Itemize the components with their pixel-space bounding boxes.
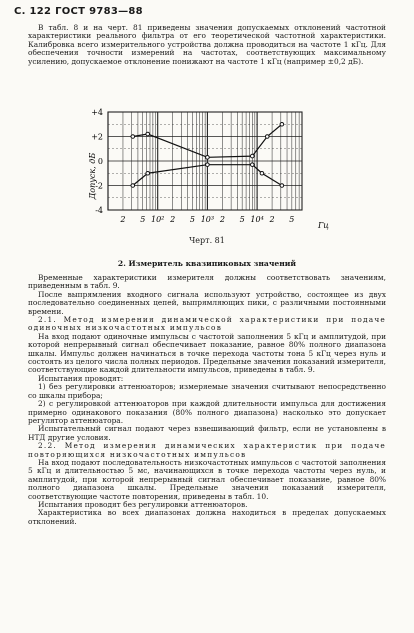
x-tick-label: 2 — [269, 215, 275, 224]
x-tick-label: 10² — [151, 215, 165, 224]
tolerance-chart — [0, 98, 414, 238]
x-tick-label: 5 — [289, 215, 295, 224]
data-point — [250, 163, 254, 167]
paragraph-3: На вход подают одиночные импульсы с частотой заполнения 5 кГц и амплитудой, при которой непрерывный сигнал обеспечивает показание, равное 80% полного диапазона шкалы. Импульс должен начинаться в точке перехода частоты тона 5 кГц через нуль и состоять из целого числа полных периодов. Предельные значения показаний измерителя, соответствующие каждой длительности импульсов, приведены в табл. 9. — [28, 331, 386, 375]
section-2-title: 2. Измеритель квазипиковых значений — [117, 259, 297, 268]
section-2-text — [28, 274, 386, 526]
figure-caption: Черт. 81 — [189, 236, 225, 245]
data-point — [280, 184, 284, 188]
intro-paragraph: В табл. 8 и на черт. 81 приведены значения допускаемых отклонений частотной характеристики реального фильтра от его теоретической частотной характеристики. Калибровка всего измерительного устройства должна проводиться на частоте 1 кГц. Для обеспечения точности измерений на частотах, соответствующих максимальному усилению, допускаемое отклонение понижают на частоте 1 кГц (например ±0,2 дБ). — [28, 23, 386, 66]
paragraph-10: Характеристика во всех диапазонах должна находиться в пределах допускаемых отклонений. — [28, 508, 386, 526]
paragraph-4: Испытания проводят: — [38, 373, 124, 383]
y-tick-label: -4 — [95, 206, 103, 215]
y-axis-label: Допуск, дБ — [88, 152, 97, 200]
y-tick-label: 0 — [97, 157, 103, 166]
data-point — [146, 171, 150, 175]
paragraph-8: На вход подают последовательность низкочастотных импульсов с частотой заполнения 5 кГц и длительностью 5 мс, начинающихся в точке перехода частоты через нуль, и амплитудой, при которой непрерывный сигнал обеспечивает показание, равное 80% полного диапазона шкалы. Предельные значения показаний измерителя, соответствующие частоте повторения, приведены в табл. 10. — [28, 457, 386, 501]
paragraph-9: Испытания проводят без регулировки аттенюаторов. — [38, 499, 248, 509]
data-point — [131, 184, 135, 188]
x-tick-label: 2 — [219, 215, 225, 224]
data-point — [280, 122, 284, 126]
data-point — [146, 132, 150, 136]
data-point — [206, 156, 210, 160]
paragraph-5: 1) без регулировки аттенюаторов; измеряемые значения считывают непосредственно со шкалы прибора; — [28, 382, 386, 400]
x-tick-label: 10³ — [200, 215, 215, 224]
paragraph-2: После выпрямления входного сигнала используют устройство, состоящее из двух последовательно соединенных цепей, выпрямляющих пики, с различными постоянными времени. — [28, 289, 386, 316]
y-tick-label: +2 — [91, 132, 103, 142]
y-tick-label: -2 — [95, 181, 103, 191]
paragraph-7: Испытательный сигнал подают через взвешивающий фильтр, если не установлены в НТД другие условия. — [28, 424, 386, 442]
x-tick-label: 5 — [189, 215, 195, 224]
data-point — [265, 135, 269, 139]
y-tick-label: +4 — [91, 108, 103, 117]
x-tick-label: 2 — [170, 215, 176, 224]
paragraph-6: 2) с регулировкой аттенюаторов при каждой длительности импульса для достижения примерно одинакового показания (80% полного диапазона) насколько это допускает регулятор аттенюатора. — [28, 399, 386, 425]
intro-text-block — [28, 24, 386, 66]
data-point — [260, 171, 264, 175]
x-tick-label: 5 — [140, 215, 146, 224]
data-point — [206, 163, 210, 167]
x-tick-label: 5 — [239, 215, 245, 224]
page-header: С. 122 ГОСТ 9783—88 — [14, 6, 143, 17]
chart-grid — [108, 112, 302, 210]
x-tick-label: 2 — [120, 215, 126, 224]
data-point — [131, 135, 135, 139]
x-tick-labels — [119, 215, 294, 224]
paragraph-1: Временные характеристики измерителя должны соответствовать значениям, приведенным в табл. 9. — [28, 273, 386, 291]
subsection-2-2-heading: 2.2. Метод измерения динамических характеристик при подаче повторяющихся низкочастотных импульсов — [28, 441, 386, 459]
subsection-2-1-heading: 2.1. Метод измерения динамической характеристики при подаче одиночных низкочастотных импульсов — [28, 315, 386, 333]
data-point — [250, 154, 254, 158]
x-axis-unit: Гц — [318, 221, 329, 230]
x-tick-label: 10⁴ — [250, 215, 264, 224]
